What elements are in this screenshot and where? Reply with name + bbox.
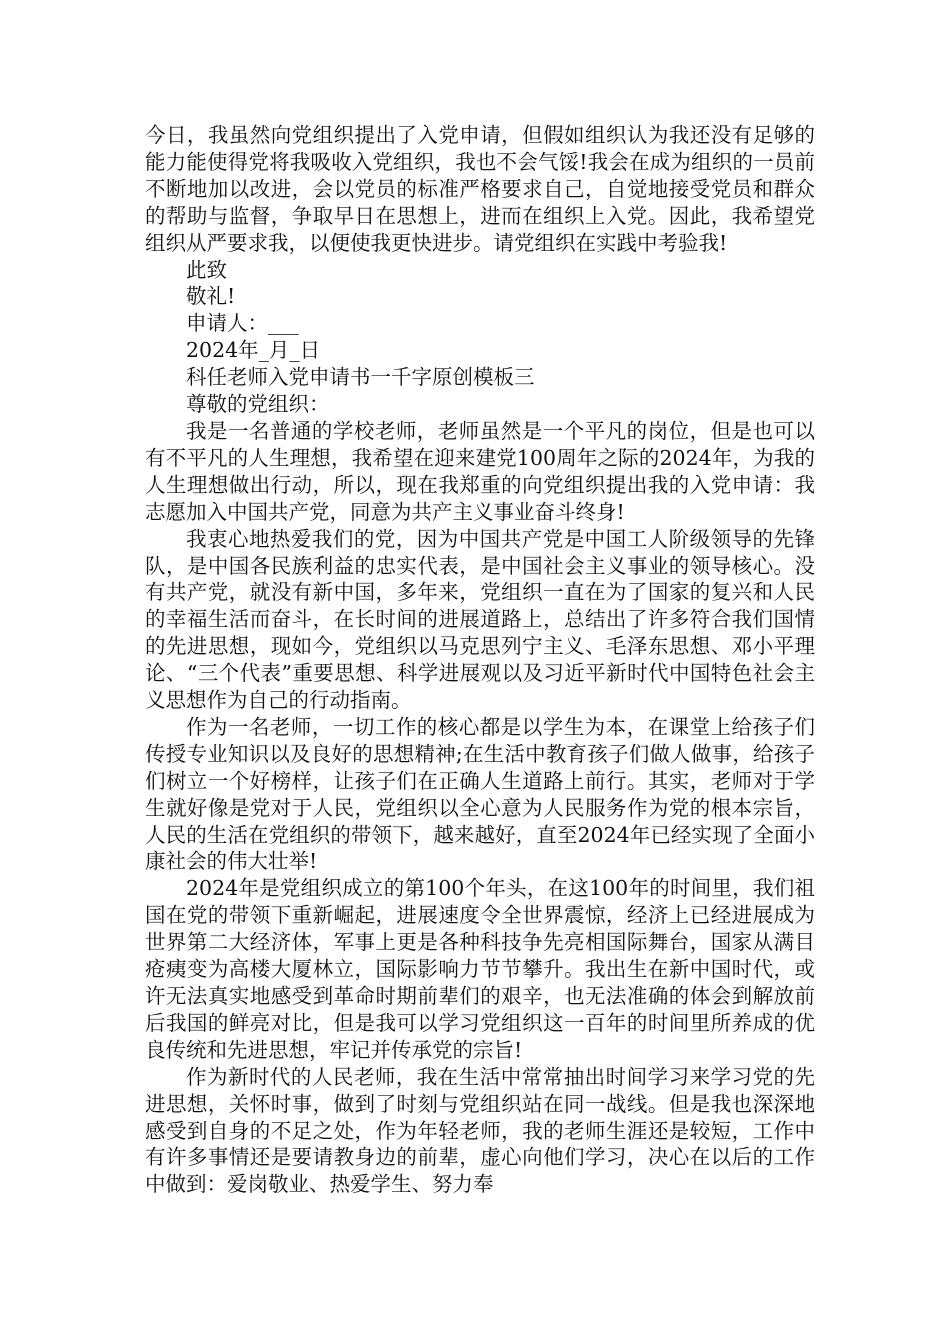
section-title: 科任老师入党申请书一千字原创模板三	[186, 365, 535, 390]
salutation-cizhi: 此致	[186, 257, 227, 282]
paragraph-teacher-role: 作为一名老师，一切工作的核心都是以学生为本，在课堂上给孩子们传授专业知识以及良好的思想精神;在生活中教育孩子们做人做事，给孩子们树立一个好榜样，让孩子们在正确人生道路上前行。其实，老师对于学生就好像是党对于人民，党组织以全心意为人民服务作为党的根本宗旨，人民的生活在党组织的带领下，越来越好，直至2024年已经实现了全面小康社会的伟大壮举!	[145, 714, 815, 874]
paragraph-centenary: 2024年是党组织成立的第100个年头，在这100年的时间里，我们祖国在党的带领下重新崛起，进展速度令全世界震惊，经济上已经进展成为世界第二大经济体，军事上更是各种科技争先亮相国际舞台，国家从满目疮痍变为高楼大厦林立，国际影响力节节攀升。我出生在新中国时代，或许无法真实地感受到革命时期前辈们的艰辛，也无法准确的体会到解放前后我国的鲜亮对比，但是我可以学习党组织这一百年的时间里所养成的优良传统和先进思想，牢记并传承党的宗旨!	[145, 876, 815, 1062]
date-line: 2024年_月_日	[186, 338, 321, 363]
salutation-jingli: 敬礼!	[186, 284, 236, 309]
paragraph-introduction: 我是一名普通的学校老师，老师虽然是一个平凡的岗位，但是也可以有不平凡的人生理想，我希望在迎来建党100周年之际的2024年，为我的人生理想做出行动，所以，现在我郑重的向党组织提出我的入党申请：我志愿加入中国共产党，同意为共产主义事业奋斗终身!	[145, 418, 815, 524]
greeting: 尊敬的党组织：	[186, 392, 330, 417]
paragraph-love-for-party: 我衷心地热爱我们的党，因为中国共产党是中国工人阶级领导的先锋队，是中国各民族利益的忠实代表，是中国社会主义事业的领导核心。没有共产党，就没有新中国，多年来，党组织一直在为了国家的复兴和人民的幸福生活而奋斗，在长时间的进展道路上，总结出了许多符合我们国情的先进思想，现如今，党组织以马克思列宁主义、毛泽东思想、邓小平理论、“三个代表”重要思想、科学进展观以及习近平新时代中国特色社会主义思想作为自己的行动指南。	[145, 526, 815, 713]
paragraph-new-era-teacher: 作为新时代的人民老师，我在生活中常常抽出时间学习来学习党的先进思想，关怀时事，做到了时刻与党组织站在同一战线。但是我也深深地感受到自身的不足之处，作为年轻老师，我的老师生涯还是较短，工作中有许多事情还是要请教身边的前辈，虚心向他们学习，决心在以后的工作中做到：爱岗敬业、热爱学生、努力奉	[145, 1064, 815, 1197]
applicant-signature-line: 申请人：___	[186, 311, 299, 336]
paragraph-closing-statement: 今日，我虽然向党组织提出了入党申请，但假如组织认为我还没有足够的能力能使得党将我吸收入党组织，我也不会气馁!我会在成为组织的一员前不断地加以改进，会以党员的标准严格要求自己，自觉地接受党员和群众的帮助与监督，争取早日在思想上，进而在组织上入党。因此，我希望党组织从严要求我，以便使我更快进步。请党组织在实践中考验我!	[145, 123, 815, 255]
document-body	[145, 122, 815, 1198]
